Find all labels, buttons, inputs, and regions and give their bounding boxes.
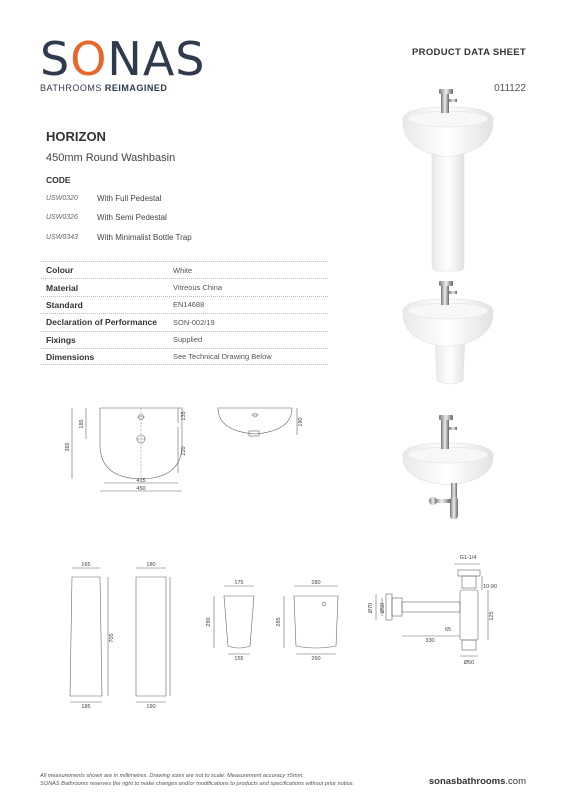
dim-o50a: Ø50	[380, 602, 386, 614]
spec-row	[41, 296, 328, 313]
dim-190: 190	[146, 704, 156, 710]
tagline-light: BATHROOMS	[40, 83, 102, 93]
tagline-bold: REIMAGINED	[104, 83, 168, 93]
doc-number: 011122	[494, 83, 526, 94]
spec-key: Colour	[46, 265, 74, 276]
dim-10-90: 10-90	[482, 584, 498, 590]
dim-180-ped: 180	[146, 562, 156, 568]
dim-175: 175	[234, 580, 244, 586]
spec-value: See Technical Drawing Below	[173, 352, 272, 362]
dim-185-ped: 185	[81, 704, 91, 710]
code-desc: With Full Pedestal	[97, 194, 162, 203]
product-images	[395, 85, 535, 525]
dim-o50b: Ø50	[463, 660, 475, 666]
brand-logo	[40, 32, 206, 86]
website-link[interactable]	[429, 776, 526, 787]
spec-row	[41, 313, 328, 330]
site-tld: .com	[505, 776, 526, 787]
code-desc: With Minimalist Bottle Trap	[97, 233, 192, 242]
code-value: USW0326	[46, 214, 78, 221]
product-name: HORIZON	[46, 129, 106, 144]
doc-type: PRODUCT DATA SHEET	[412, 47, 526, 58]
dim-185: 185	[79, 419, 85, 429]
spec-row	[41, 331, 328, 348]
spec-key: Dimensions	[46, 351, 95, 362]
spec-row	[41, 278, 328, 295]
site-name: sonasbathrooms	[428, 776, 506, 787]
logo-part1: S	[40, 32, 71, 86]
spec-key: Fixings	[46, 334, 76, 345]
dim-220: 220	[181, 446, 187, 456]
dim-180: 180	[298, 417, 304, 427]
product-subtitle: 450mm Round Washbasin	[46, 152, 176, 164]
disclaimer-line-2: SONAS Bathrooms reserves the right to make changes and/or modifications to products and specifications without prior notice.	[40, 781, 355, 788]
spec-value: White	[173, 265, 193, 275]
logo-o: O	[70, 32, 108, 86]
code-value: USW0320	[46, 195, 78, 202]
dim-125: 125	[489, 611, 495, 621]
full-pedestal-image	[403, 89, 493, 271]
code-row	[46, 194, 161, 203]
spec-value: Supplied	[173, 335, 203, 345]
spec-key: Declaration of Performance	[46, 317, 158, 328]
bottle-trap-image	[403, 415, 493, 519]
bottle-trap-drawing	[362, 550, 502, 668]
code-row	[46, 213, 167, 222]
dim-280: 280	[311, 580, 321, 586]
semi-pedestal-image	[403, 281, 493, 384]
code-title: CODE	[46, 175, 71, 185]
spec-value: Vitreous China	[173, 283, 223, 293]
logo-part2: NAS	[107, 32, 206, 86]
code-desc: With Semi Pedestal	[97, 213, 167, 222]
dim-g114: G1-1/4	[459, 555, 477, 561]
dim-135: 135	[181, 411, 187, 421]
semi-pedestal-drawing	[196, 574, 346, 666]
spec-value: EN14688	[173, 300, 205, 310]
pedestal-drawing	[62, 560, 172, 710]
disclaimer-line-1: All measurements shown are in millimetres. Drawing sizes are not to scale. Measurement accuracy ±5mm.	[40, 773, 304, 779]
spec-table	[41, 261, 328, 365]
dim-285: 285	[276, 617, 282, 627]
dim-705: 705	[109, 633, 115, 643]
dim-260: 260	[311, 656, 321, 662]
dim-290: 290	[206, 617, 212, 627]
code-row	[46, 233, 192, 242]
spec-value: SON-002/19	[173, 317, 215, 327]
dim-450: 450	[136, 486, 146, 492]
dim-415: 415	[136, 478, 146, 484]
basin-top-drawing	[60, 403, 195, 503]
spec-key: Standard	[46, 299, 83, 310]
dim-65: 65	[444, 627, 452, 633]
brand-tagline	[40, 83, 167, 93]
dim-165: 165	[81, 562, 91, 568]
dim-330: 330	[425, 638, 435, 644]
dim-155: 155	[234, 656, 244, 662]
footer-disclaimer	[40, 772, 400, 788]
code-value: USW0343	[46, 234, 78, 241]
dim-365: 365	[65, 442, 71, 452]
spec-key: Material	[46, 282, 79, 293]
dim-o70: Ø70	[368, 602, 374, 614]
spec-row	[41, 261, 328, 278]
spec-row	[41, 348, 328, 365]
basin-side-drawing	[212, 403, 312, 448]
